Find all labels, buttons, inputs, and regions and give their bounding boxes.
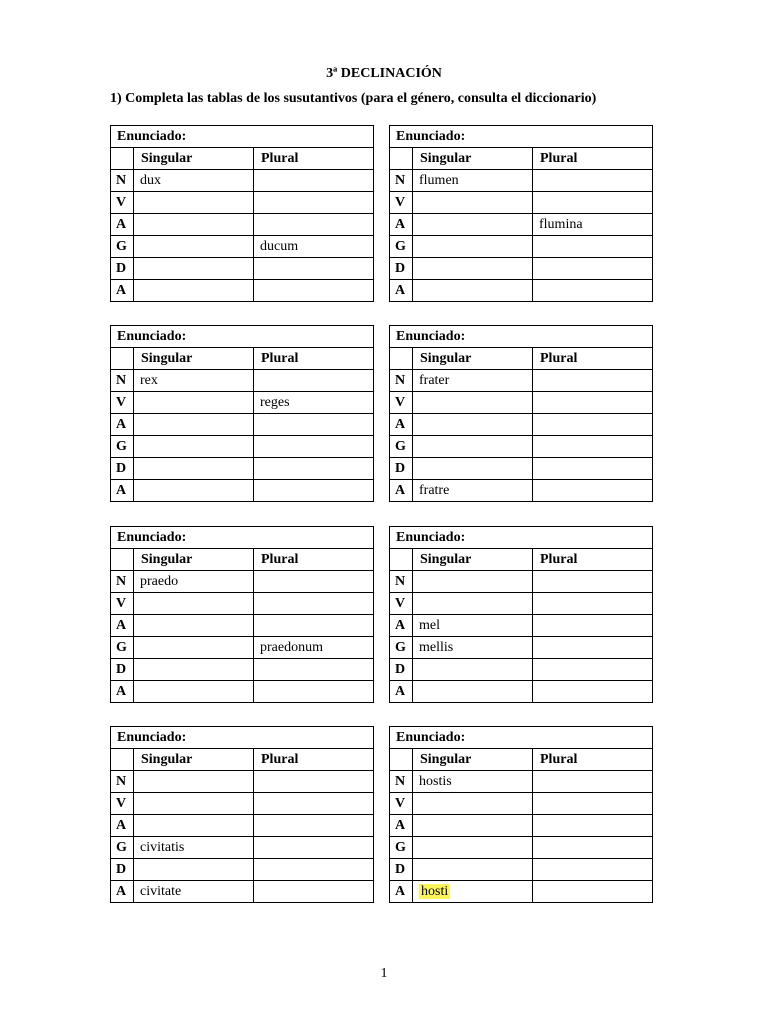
plural-cell: reges — [254, 392, 374, 414]
case-row — [111, 881, 374, 903]
header-blank-cell — [390, 549, 413, 571]
enunciado-label: Enunciado: — [390, 126, 653, 148]
case-label: G — [111, 436, 134, 458]
case-label: G — [390, 837, 413, 859]
case-label: A — [390, 681, 413, 703]
case-label: N — [111, 370, 134, 392]
case-row — [111, 793, 374, 815]
case-row — [390, 637, 653, 659]
case-label: G — [111, 236, 134, 258]
singular-cell — [413, 681, 533, 703]
singular-cell — [134, 236, 254, 258]
case-label: V — [111, 392, 134, 414]
column-header-singular: Singular — [134, 348, 254, 370]
case-label: D — [390, 659, 413, 681]
column-header-singular: Singular — [413, 749, 533, 771]
plural-cell — [533, 458, 653, 480]
singular-cell — [134, 659, 254, 681]
case-label: G — [390, 436, 413, 458]
singular-cell — [134, 280, 254, 302]
case-label: A — [390, 214, 413, 236]
singular-cell: rex — [134, 370, 254, 392]
case-row — [390, 593, 653, 615]
singular-cell — [413, 192, 533, 214]
case-label: G — [111, 637, 134, 659]
singular-cell — [413, 859, 533, 881]
singular-cell — [134, 480, 254, 502]
case-label: V — [111, 593, 134, 615]
singular-cell — [413, 214, 533, 236]
case-label: A — [390, 480, 413, 502]
case-label: D — [111, 458, 134, 480]
header-blank-cell — [111, 549, 134, 571]
case-label: A — [111, 681, 134, 703]
plural-cell — [533, 659, 653, 681]
singular-cell — [413, 236, 533, 258]
plural-cell — [533, 637, 653, 659]
case-row — [390, 392, 653, 414]
column-header-plural: Plural — [254, 148, 374, 170]
column-header-singular: Singular — [413, 148, 533, 170]
case-label: D — [390, 258, 413, 280]
case-row — [390, 659, 653, 681]
plural-cell — [254, 659, 374, 681]
singular-cell: civitatis — [134, 837, 254, 859]
singular-cell: frater — [413, 370, 533, 392]
enunciado-label: Enunciado: — [390, 326, 653, 348]
plural-cell — [533, 392, 653, 414]
case-row — [390, 258, 653, 280]
case-row — [111, 414, 374, 436]
case-row — [390, 615, 653, 637]
singular-cell — [413, 815, 533, 837]
case-row — [390, 859, 653, 881]
singular-cell — [134, 615, 254, 637]
column-header-plural: Plural — [533, 749, 653, 771]
case-label: G — [111, 837, 134, 859]
case-row — [390, 214, 653, 236]
case-row — [390, 236, 653, 258]
case-row — [111, 258, 374, 280]
declension-table — [110, 125, 374, 302]
singular-cell — [134, 192, 254, 214]
header-blank-cell — [390, 348, 413, 370]
case-label: N — [111, 571, 134, 593]
plural-cell — [254, 771, 374, 793]
singular-cell — [134, 214, 254, 236]
case-label: A — [111, 881, 134, 903]
case-label: V — [390, 593, 413, 615]
case-row — [111, 615, 374, 637]
singular-cell: civitate — [134, 881, 254, 903]
case-label: A — [390, 414, 413, 436]
enunciado-label: Enunciado: — [111, 326, 374, 348]
case-label: A — [390, 280, 413, 302]
case-label: A — [111, 414, 134, 436]
singular-cell — [134, 436, 254, 458]
plural-cell — [254, 480, 374, 502]
plural-cell — [533, 370, 653, 392]
case-row — [390, 458, 653, 480]
case-label: N — [390, 370, 413, 392]
header-blank-cell — [390, 749, 413, 771]
singular-cell — [413, 458, 533, 480]
plural-cell — [533, 681, 653, 703]
singular-cell — [134, 771, 254, 793]
plural-cell — [533, 280, 653, 302]
enunciado-label: Enunciado: — [111, 527, 374, 549]
plural-cell — [254, 258, 374, 280]
case-label: A — [390, 881, 413, 903]
singular-cell: mel — [413, 615, 533, 637]
case-label: G — [390, 236, 413, 258]
case-label: G — [390, 637, 413, 659]
case-row — [111, 637, 374, 659]
page-number: 1 — [380, 966, 388, 981]
singular-cell — [413, 436, 533, 458]
case-row — [390, 771, 653, 793]
plural-cell — [533, 480, 653, 502]
plural-cell — [533, 615, 653, 637]
case-row — [390, 436, 653, 458]
plural-cell — [254, 280, 374, 302]
column-header-plural: Plural — [533, 348, 653, 370]
column-header-plural: Plural — [254, 348, 374, 370]
case-row — [390, 837, 653, 859]
singular-cell — [134, 637, 254, 659]
case-label: A — [390, 615, 413, 637]
singular-cell — [413, 280, 533, 302]
case-label: V — [111, 793, 134, 815]
singular-cell — [134, 859, 254, 881]
case-row — [111, 370, 374, 392]
case-row — [390, 681, 653, 703]
case-row — [111, 236, 374, 258]
plural-cell — [254, 571, 374, 593]
singular-cell — [134, 458, 254, 480]
singular-cell: mellis — [413, 637, 533, 659]
column-header-singular: Singular — [134, 148, 254, 170]
declension-table — [389, 125, 653, 302]
case-row — [390, 480, 653, 502]
singular-cell — [413, 258, 533, 280]
column-header-singular: Singular — [413, 348, 533, 370]
case-label: N — [111, 170, 134, 192]
plural-cell — [533, 793, 653, 815]
plural-cell — [533, 593, 653, 615]
case-row — [390, 414, 653, 436]
case-label: V — [390, 192, 413, 214]
plural-cell — [533, 837, 653, 859]
plural-cell — [254, 593, 374, 615]
plural-cell — [254, 881, 374, 903]
singular-cell — [413, 571, 533, 593]
singular-cell — [134, 815, 254, 837]
header-blank-cell — [390, 148, 413, 170]
case-label: D — [111, 659, 134, 681]
plural-cell — [254, 170, 374, 192]
singular-cell: flumen — [413, 170, 533, 192]
plural-cell: praedonum — [254, 637, 374, 659]
singular-cell — [413, 837, 533, 859]
plural-cell — [254, 615, 374, 637]
case-label: D — [111, 258, 134, 280]
column-header-plural: Plural — [254, 749, 374, 771]
case-label: V — [390, 793, 413, 815]
singular-cell — [134, 593, 254, 615]
declension-table — [110, 325, 374, 502]
case-row — [111, 480, 374, 502]
singular-cell — [413, 392, 533, 414]
case-row — [390, 280, 653, 302]
enunciado-label: Enunciado: — [390, 727, 653, 749]
case-label: N — [390, 170, 413, 192]
plural-cell — [533, 236, 653, 258]
case-row — [111, 771, 374, 793]
case-label: V — [111, 192, 134, 214]
case-label: A — [111, 214, 134, 236]
case-row — [111, 458, 374, 480]
plural-cell — [254, 815, 374, 837]
column-header-singular: Singular — [134, 549, 254, 571]
case-row — [111, 214, 374, 236]
case-row — [111, 859, 374, 881]
plural-cell — [533, 192, 653, 214]
declension-table — [110, 726, 374, 903]
highlighted-word: hosti — [421, 883, 449, 899]
case-row — [111, 681, 374, 703]
singular-cell — [413, 593, 533, 615]
column-header-plural: Plural — [533, 549, 653, 571]
plural-cell — [533, 414, 653, 436]
singular-cell — [134, 793, 254, 815]
header-blank-cell — [111, 348, 134, 370]
column-header-singular: Singular — [413, 549, 533, 571]
case-row — [111, 659, 374, 681]
plural-cell — [254, 837, 374, 859]
case-row — [111, 436, 374, 458]
case-label: A — [111, 615, 134, 637]
plural-cell — [533, 170, 653, 192]
plural-cell — [254, 436, 374, 458]
enunciado-label: Enunciado: — [390, 527, 653, 549]
plural-cell — [254, 458, 374, 480]
case-row — [390, 370, 653, 392]
singular-cell: dux — [134, 170, 254, 192]
case-row — [390, 881, 653, 903]
case-row — [111, 815, 374, 837]
column-header-plural: Plural — [254, 549, 374, 571]
plural-cell — [254, 192, 374, 214]
declension-table — [389, 526, 653, 703]
singular-cell — [413, 659, 533, 681]
header-blank-cell — [111, 148, 134, 170]
plural-cell — [254, 214, 374, 236]
case-label: A — [111, 480, 134, 502]
page-title: 3ª DECLINACIÓN — [326, 66, 442, 81]
plural-cell — [533, 815, 653, 837]
case-row — [390, 815, 653, 837]
case-row — [111, 392, 374, 414]
plural-cell — [254, 859, 374, 881]
column-header-singular: Singular — [134, 749, 254, 771]
case-row — [390, 793, 653, 815]
case-label: D — [390, 859, 413, 881]
case-row — [390, 170, 653, 192]
plural-cell — [533, 436, 653, 458]
exercise-instruction: 1) Completa las tablas de los susutantivos (para el género, consulta el diccionario) — [110, 91, 597, 106]
case-row — [390, 571, 653, 593]
declension-table — [110, 526, 374, 703]
case-label: A — [111, 280, 134, 302]
plural-cell — [533, 881, 653, 903]
case-label: A — [390, 815, 413, 837]
singular-cell — [413, 793, 533, 815]
singular-cell — [413, 881, 533, 903]
singular-cell — [134, 392, 254, 414]
plural-cell — [533, 859, 653, 881]
singular-cell: praedo — [134, 571, 254, 593]
plural-cell — [254, 414, 374, 436]
plural-cell — [254, 681, 374, 703]
plural-cell — [254, 793, 374, 815]
case-label: N — [390, 771, 413, 793]
plural-cell — [533, 258, 653, 280]
plural-cell: flumina — [533, 214, 653, 236]
plural-cell — [533, 571, 653, 593]
plural-cell — [533, 771, 653, 793]
case-row — [111, 280, 374, 302]
declension-table — [389, 726, 653, 903]
case-row — [111, 837, 374, 859]
case-label: D — [390, 458, 413, 480]
case-row — [111, 170, 374, 192]
singular-cell — [134, 414, 254, 436]
plural-cell: ducum — [254, 236, 374, 258]
case-row — [111, 192, 374, 214]
declension-table — [389, 325, 653, 502]
singular-cell — [134, 681, 254, 703]
singular-cell — [413, 414, 533, 436]
case-row — [111, 571, 374, 593]
singular-cell: hostis — [413, 771, 533, 793]
case-label: N — [111, 771, 134, 793]
singular-cell: fratre — [413, 480, 533, 502]
header-blank-cell — [111, 749, 134, 771]
enunciado-label: Enunciado: — [111, 126, 374, 148]
plural-cell — [254, 370, 374, 392]
column-header-plural: Plural — [533, 148, 653, 170]
case-row — [111, 593, 374, 615]
case-label: N — [390, 571, 413, 593]
singular-cell — [134, 258, 254, 280]
case-label: V — [390, 392, 413, 414]
case-row — [390, 192, 653, 214]
case-label: A — [111, 815, 134, 837]
enunciado-label: Enunciado: — [111, 727, 374, 749]
case-label: D — [111, 859, 134, 881]
